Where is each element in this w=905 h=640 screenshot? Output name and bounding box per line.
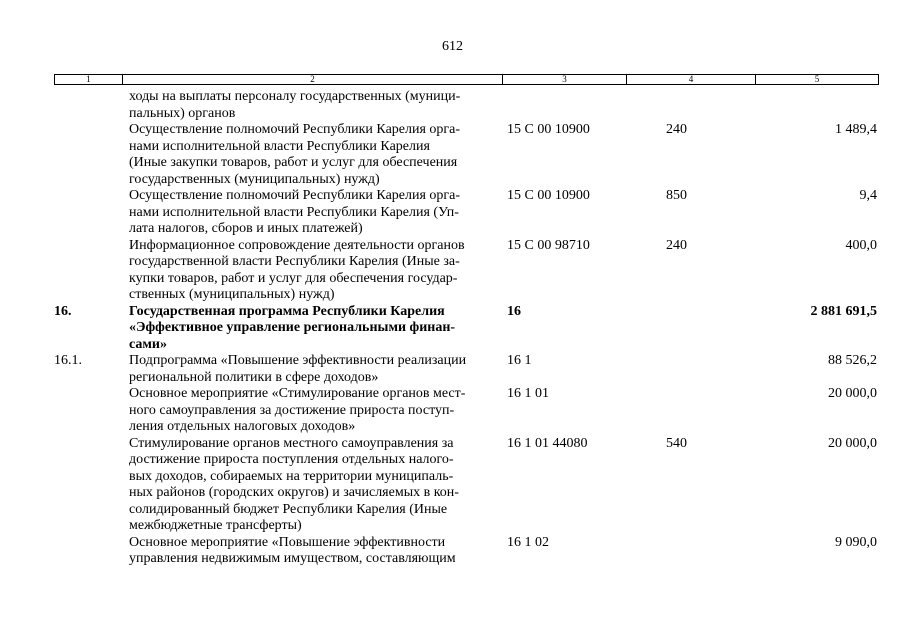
row-number: 16. [54,303,72,319]
row-number [54,386,129,436]
description-line: Стимулирование органов местного самоуправления за [129,435,454,451]
row-code: 16 1 02 [507,534,549,550]
description-line: государственных (муниципальных) нужд) [129,171,380,187]
table-header [54,74,879,85]
row-description [129,304,499,354]
row-code: 15 С 00 10900 [507,188,590,203]
row-number [54,535,129,568]
row-number [54,436,129,535]
description-line: сами» [129,336,167,352]
row-description [129,89,499,122]
description-line: «Эффективное управление региональными финан- [129,320,456,335]
description-line: ходы на выплаты персоналу государственных (муници- [129,89,461,104]
row-expense-type [662,89,756,122]
row-sum: 9,4 [859,188,877,203]
row-code: 16 1 01 44080 [507,435,588,451]
header-col-1: 1 [55,75,123,84]
row-number: 16.1. [54,353,82,368]
table-row [54,188,879,238]
row-sum: 9 090,0 [835,534,877,550]
description-line: (Иные закупки товаров, работ и услуг для обеспечения [129,155,458,170]
description-line: Осуществление полномочий Республики Карелия орга- [129,188,461,203]
description-line: пальных) органов [129,105,236,121]
page-number: 612 [442,39,463,54]
table-row [54,353,879,386]
row-number [54,122,129,188]
header-col-5: 5 [814,74,820,84]
description-line: региональной политики в сфере доходов» [129,369,379,385]
description-line: нами исполнительной власти Республики Карелия [129,138,430,154]
table-body [54,89,879,568]
table-row [54,238,879,304]
row-sum: 20 000,0 [828,435,877,451]
table-row [54,386,879,436]
header-col-3: 3 [503,75,627,84]
description-line: Основное мероприятие «Повышение эффективности [129,534,446,550]
row-expense-type [662,353,756,386]
description-line: управления недвижимым имуществом, составляющим [129,551,456,566]
description-line: вых доходов, собираемых на территории муниципаль- [129,468,454,484]
row-description [129,386,499,436]
row-number [54,89,129,122]
row-sum: 88 526,2 [828,353,877,368]
row-code: 16 1 [507,353,532,368]
table-row [54,436,879,535]
description-line: купки товаров, работ и услуг для обеспечения государ- [129,270,458,286]
row-expense-type: 240 [666,122,687,137]
description-line: ного самоуправления за достижение прироста поступ- [129,402,455,418]
description-line: ления отдельных налоговых доходов» [129,419,356,434]
table-row [54,535,879,568]
table-row [54,304,879,354]
row-description [129,535,499,568]
description-line: солидированный бюджет Республики Карелия (Иные [129,501,448,517]
row-sum: 400,0 [845,237,877,253]
row-number [54,188,129,238]
description-line: нами исполнительной власти Республики Карелия (Уп- [129,204,459,220]
row-description [129,436,499,535]
description-line: ных районов (городских округов) и зачисляемых в кон- [129,485,459,500]
description-line: Подпрограмма «Повышение эффективности реализации [129,353,467,368]
description-line: Информационное сопровождение деятельности органов [129,237,465,253]
description-line: государственной власти Республики Карелия (Иные за- [129,254,460,269]
row-description [129,122,499,188]
header-col-2: 2 [123,75,503,84]
description-line: лата налогов, сборов и иных платежей) [129,221,363,236]
row-sum [756,89,879,122]
table-row [54,89,879,122]
row-description [129,188,499,238]
row-expense-type [662,304,756,354]
row-description [129,238,499,304]
header-col-4: 4 [627,75,756,84]
description-line: межбюджетные трансферты) [129,518,302,533]
row-sum: 2 881 691,5 [810,303,877,319]
description-line: Государственная программа Республики Карелия [129,303,445,319]
description-line: ственных (муниципальных) нужд) [129,287,335,302]
row-expense-type [662,386,756,436]
row-expense-type: 850 [666,188,687,203]
row-description [129,353,499,386]
row-code: 15 С 00 10900 [507,122,590,137]
row-sum: 1 489,4 [835,122,877,137]
row-expense-type: 240 [666,237,687,253]
row-code: 16 [507,303,521,319]
row-code: 15 С 00 98710 [507,237,590,253]
row-sum: 20 000,0 [828,386,877,401]
description-line: Осуществление полномочий Республики Карелия орга- [129,122,461,137]
description-line: Основное мероприятие «Стимулирование органов мест- [129,386,466,401]
table-row [54,122,879,188]
row-expense-type [662,535,756,568]
row-code: 16 1 01 [507,386,549,401]
row-expense-type: 540 [666,435,687,451]
row-number [54,238,129,304]
row-code [499,89,662,122]
description-line: достижение прироста поступления отдельных налого- [129,452,454,467]
